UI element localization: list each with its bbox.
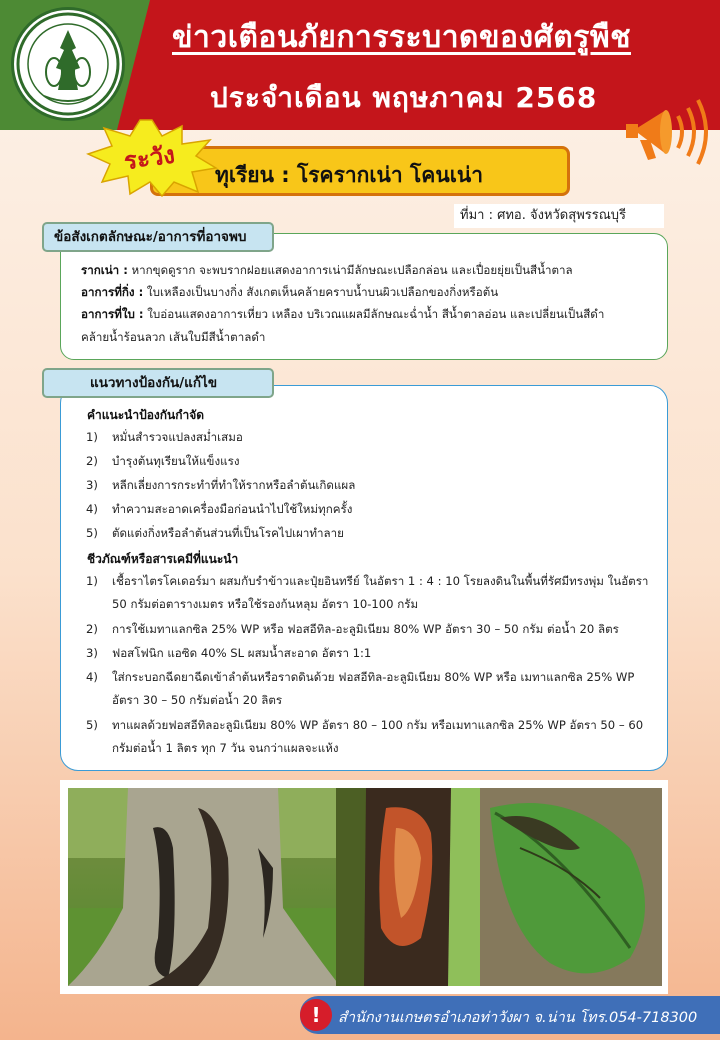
list-item [86, 498, 651, 521]
prevention-box [60, 385, 668, 771]
item-text: บำรุงต้นทุเรียนให้แข็งแรง [112, 454, 240, 468]
list-item [86, 618, 651, 641]
observation-line [81, 327, 653, 347]
item-text: ทาแผลด้วยฟอสอีทิลอะลูมิเนียม 80% WP อัตรา 80 – 100 กรัม หรือเมทาแลกซิล 25% WP อัตรา 50 – 60 กรัมต่อน้ำ 1 ลิตร ทุก 7 วัน จนกว่าแผลจะแห้ง [112, 718, 644, 755]
item-number: 4) [86, 670, 98, 684]
exclamation-icon: ! [300, 999, 332, 1031]
list-item [86, 426, 651, 449]
item-number: 5) [86, 526, 98, 540]
bulletin-subtitle: ประจำเดือน พฤษภาคม 2568 [210, 81, 598, 114]
observation-text: คล้ายน้ำร้อนลวก เส้นใบมีสีน้ำตาลดำ [81, 330, 266, 344]
item-text: เชื้อราไตรโคเดอร์มา ผสมกับรำข้าวและปุ๋ยอินทรีย์ ในอัตรา 1 : 4 : 10 โรยลงดินในพื้นที่รัศมีทรงพุ่ม ในอัตรา 50 กรัมต่อตารางเมตร หรือใช้รองก้นหลุม อัตรา 10-100 กรัม [112, 574, 649, 611]
item-text: ฟอสโฟนิก แอซิด 40% SL ผสมน้ำสะอาด อัตรา 1:1 [112, 646, 372, 660]
observation-line [81, 282, 653, 302]
item-text: การใช้เมทาแลกซิล 25% WP หรือ ฟอสอีทิล-อะลูมิเนียม 80% WP อัตรา 30 – 50 กรัม ต่อน้ำ 20 ลิตร [112, 622, 619, 636]
trunk-rot-photo [68, 788, 340, 986]
source-label: ที่มา : ศทอ. จังหวัดสุพรรณบุรี [454, 204, 664, 228]
item-number: 5) [86, 718, 98, 732]
bulletin-title: ข่าวเตือนภัยการระบาดของศัตรูพืช [172, 20, 631, 55]
observation-label: อาการที่ใบ : [81, 307, 144, 321]
list-item [86, 666, 651, 712]
observation-line [81, 260, 653, 280]
leaf-blight-photo [480, 788, 662, 986]
item-number: 3) [86, 646, 98, 660]
warning-burst [86, 118, 218, 198]
list-item [86, 642, 651, 665]
advice-heading: คำแนะนำป้องกันกำจัด [87, 408, 205, 422]
item-text: ใส่กระบอกฉีดยาฉีดเข้าลำต้นหรือราดดินด้วย ฟอสอีทิล-อะลูมิเนียม 80% WP หรือ เมทาแลกซิล 25% WP อัตรา 30 – 50 กรัมต่อน้ำ 20 ลิตร [112, 670, 635, 707]
item-number: 1) [86, 574, 98, 588]
item-text: หลีกเลี่ยงการกระทำที่ทำให้รากหรือลำต้นเกิดแผล [112, 478, 356, 492]
list-item [86, 570, 651, 616]
item-text: ตัดแต่งกิ่งหรือลำต้นส่วนที่เป็นโรคไปเผาทำลาย [112, 526, 344, 540]
chemical-heading: ชีวภัณฑ์หรือสารเคมีที่แนะนำ [87, 552, 239, 566]
observation-line [81, 304, 653, 324]
observation-text: หากขุดดูราก จะพบรากฝอยแสดงอาการเน่ามีลักษณะเปลือกล่อน และเปื่อยยุ่ยเป็นสีน้ำตาล [127, 263, 573, 277]
footer-bar [300, 996, 720, 1034]
item-number: 1) [86, 430, 98, 444]
list-item [86, 450, 651, 473]
warning-badge-label: ระวัง [122, 140, 177, 176]
observation-tag: ข้อสังเกตลักษณะ/อาการที่อาจพบ [42, 222, 274, 252]
observation-text: ใบอ่อนแสดงอาการเหี่ยว เหลือง บริเวณแผลมีลักษณะฉ่ำน้ำ สีน้ำตาลอ่อน และเปลี่ยนเป็นสีดำ [143, 307, 605, 321]
observation-label: รากเน่า : [81, 263, 128, 277]
observation-text: ใบเหลืองเป็นบางกิ่ง สังเกตเห็นคล้ายคราบน้ำบนผิวเปลือกของกิ่งหรือต้น [143, 285, 499, 299]
prevention-tag: แนวทางป้องกัน/แก้ไข [42, 368, 274, 398]
bark-lesion-photo [336, 788, 484, 986]
seal-icon [14, 10, 122, 118]
megaphone-icon [620, 90, 712, 170]
item-number: 2) [86, 454, 98, 468]
department-logo [14, 10, 122, 118]
list-item [86, 522, 651, 545]
item-number: 4) [86, 502, 98, 516]
photo-strip [60, 780, 668, 994]
item-number: 2) [86, 622, 98, 636]
list-item [86, 714, 651, 760]
item-text: หมั่นสำรวจแปลงสม่ำเสมอ [112, 430, 243, 444]
item-number: 3) [86, 478, 98, 492]
item-text: ทำความสะอาดเครื่องมือก่อนนำไปใช้ใหม่ทุกครั้ง [112, 502, 353, 516]
observation-box [60, 233, 668, 360]
list-item [86, 474, 651, 497]
office-contact: สำนักงานเกษตรอำเภอท่าวังผา จ.น่าน โทร.054-718300 [338, 1010, 698, 1026]
disease-title: ทุเรียน : โรครากเน่า โคนเน่า [215, 163, 484, 187]
observation-label: อาการที่กิ่ง : [81, 285, 144, 299]
